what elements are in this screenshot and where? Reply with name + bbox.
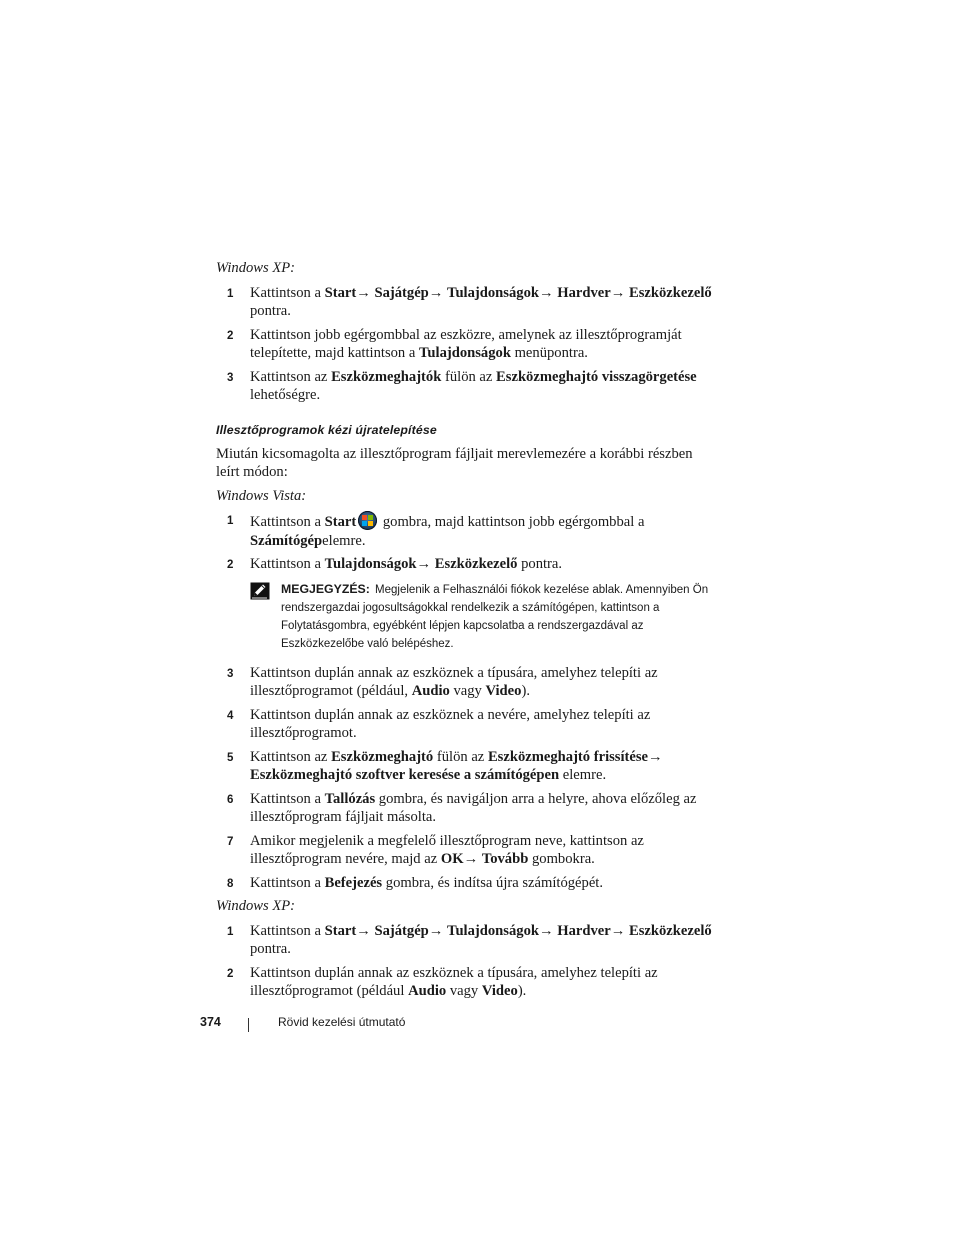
- pencil-note-icon: [250, 582, 270, 600]
- step-text: Kattintson a: [250, 514, 325, 530]
- step-number: 2: [227, 967, 234, 980]
- step-text: pontra.: [250, 303, 291, 319]
- list-item: [216, 790, 716, 827]
- intro-paragraph: Miután kicsomagolta az illesztőprogram fájljait merevlemezére a korábbi részben leírt módon:: [216, 445, 693, 480]
- ui-term: OK: [440, 851, 464, 867]
- list-item: [216, 326, 716, 363]
- ui-term: Tovább: [481, 851, 529, 867]
- step-list-xp-reinstall: [216, 922, 716, 1001]
- step-list-vista-a: [216, 511, 716, 574]
- ui-term: Start: [324, 922, 357, 939]
- ui-term: Audio: [411, 683, 450, 699]
- step-text: gombra, és navigáljon arra a helyre, ahova előzőleg az illesztőprogram fájljait másolta.: [250, 790, 697, 825]
- ui-term: Sajátgép: [374, 922, 429, 939]
- step-text: Kattintson jobb egérgombbal az eszközre, amelynek az illesztőprogramját telepítette, majd kattintson a: [250, 326, 682, 361]
- step-text: elemre.: [559, 767, 607, 783]
- ui-term: Hardver: [557, 922, 611, 939]
- ui-term: Video: [485, 683, 522, 699]
- list-item: [216, 511, 716, 550]
- step-number: 3: [227, 667, 234, 680]
- step-number: 2: [227, 559, 234, 571]
- step-number: 2: [227, 329, 234, 342]
- ui-term: Eszközkezelő: [628, 922, 712, 939]
- step-number: 5: [227, 751, 234, 764]
- ui-term: Tulajdonságok: [447, 284, 539, 301]
- step-text: lehetőségre.: [250, 387, 321, 403]
- ui-term: Sajátgép: [374, 284, 429, 301]
- ui-term: Eszközmeghajtók: [331, 368, 442, 385]
- step-text: Amikor megjelenik a megfelelő illesztőprogram neve, kattintson az illesztőprogram nevére, majd az: [250, 832, 644, 867]
- step-text: →: [356, 284, 375, 301]
- ui-term: Eszközmeghajtó frissítése: [487, 748, 649, 765]
- ui-term: Tulajdonságok: [324, 556, 417, 572]
- ui-term: Tulajdonságok: [419, 345, 511, 361]
- note-text: [281, 580, 716, 653]
- step-text: Kattintson az: [250, 748, 332, 765]
- document-body: [216, 259, 716, 1006]
- step-text: →: [538, 284, 558, 301]
- ui-term: Video: [481, 983, 518, 999]
- list-item: [216, 664, 716, 701]
- step-number: 7: [227, 835, 234, 848]
- note-label: MEGJEGYZÉS:: [281, 581, 370, 596]
- list-item: [216, 922, 716, 959]
- step-text: →: [416, 556, 435, 572]
- step-text: →: [610, 284, 629, 301]
- step-text: Kattintson duplán annak az eszköznek a nevére, amelyhez telepíti az illesztőprogramot.: [250, 706, 651, 741]
- step-number: 4: [227, 709, 234, 722]
- step-list-vista-b: [216, 664, 716, 893]
- step-text: →: [610, 922, 629, 939]
- step-text: vagy: [446, 983, 482, 999]
- ui-term: Eszközkezelő: [434, 556, 518, 572]
- note-body: Megjelenik a Felhasználói fiókok kezelése ablak. Amennyiben Ön rendszergazdai jogosultságokkal rendelkezik a számítógépen, kattintson a Folytatásgombra, egyébként lépjen kapcsolatba a rendszergazdával az Eszközkezelőbe való belépéshez.: [281, 583, 709, 650]
- ui-term: Eszközkezelő: [628, 284, 712, 301]
- step-text: pontra.: [517, 556, 563, 572]
- list-item: [216, 706, 716, 743]
- list-item: [216, 368, 716, 405]
- step-text: Kattintson a: [250, 874, 325, 891]
- ui-term: Eszközmeghajtó visszagörgetése: [496, 368, 697, 385]
- list-item: [216, 284, 716, 321]
- footer-separator: [248, 1018, 249, 1032]
- step-number: 3: [227, 371, 234, 384]
- list-item: [216, 748, 716, 785]
- step-text: Kattintson a: [250, 922, 325, 939]
- ui-term: Befejezés: [324, 874, 383, 891]
- step-text: Kattintson a: [250, 284, 325, 301]
- section-heading: Illesztőprogramok kézi újratelepítése: [216, 422, 437, 437]
- step-text: gombra, majd kattintson jobb egérgombbal a: [379, 514, 645, 530]
- step-text: →: [356, 922, 375, 939]
- step-text: Kattintson duplán annak az eszköznek a típusára, amelyhez telepíti az illesztőprogramot (például,: [250, 664, 658, 699]
- ui-term: Tallózás: [324, 790, 376, 807]
- ui-term: Audio: [408, 983, 447, 999]
- step-number: 6: [227, 793, 234, 806]
- ui-term: Eszközmeghajtó szoftver keresése a számítógépen: [250, 767, 560, 783]
- step-text: gombra, és indítsa újra számítógépét.: [382, 874, 603, 891]
- list-item: [216, 964, 716, 1001]
- step-text: gombokra.: [528, 851, 595, 867]
- os-label-xp: Windows XP:: [216, 260, 296, 276]
- step-text: Kattintson a: [250, 556, 325, 572]
- step-list-xp-rollback: [216, 284, 716, 405]
- step-text: Kattintson duplán annak az eszköznek a típusára, amelyhez telepíti az illesztőprogramot (például: [250, 964, 658, 999]
- step-text: fülön az: [433, 748, 488, 765]
- ui-term: Számítógép: [250, 532, 323, 549]
- list-item: [216, 874, 716, 893]
- windows-start-orb-icon: [358, 511, 377, 530]
- ui-term: Tulajdonságok: [447, 922, 539, 939]
- step-text: vagy: [449, 683, 486, 699]
- step-text: fülön az: [441, 368, 497, 385]
- step-text: →: [428, 922, 448, 939]
- step-text: elemre.: [322, 532, 366, 549]
- note-box: [216, 580, 716, 653]
- step-number: 1: [227, 287, 234, 300]
- ui-term: Eszközmeghajtó: [331, 748, 434, 765]
- list-item: [216, 832, 716, 869]
- step-text: →: [428, 284, 448, 301]
- list-item: [216, 555, 716, 574]
- step-text: →: [648, 748, 663, 765]
- ui-term: Start: [324, 284, 357, 301]
- ui-term: Hardver: [557, 284, 611, 301]
- step-text: ).: [521, 683, 530, 699]
- step-number: 1: [227, 925, 234, 938]
- footer-title: Rövid kezelési útmutató: [278, 1015, 406, 1029]
- os-label-xp-2: Windows XP:: [216, 898, 296, 914]
- step-text: Kattintson az: [250, 368, 332, 385]
- step-text: ).: [517, 983, 527, 999]
- ui-term: Start: [324, 514, 357, 530]
- os-label-vista: Windows Vista:: [216, 487, 307, 504]
- step-text: menüpontra.: [510, 345, 588, 361]
- step-number: 8: [227, 877, 234, 890]
- step-text: pontra.: [250, 941, 291, 957]
- step-text: →: [463, 851, 482, 867]
- step-text: →: [538, 922, 558, 939]
- step-number: 1: [227, 515, 234, 527]
- step-text: Kattintson a: [250, 790, 325, 807]
- page-number: 374: [200, 1015, 221, 1029]
